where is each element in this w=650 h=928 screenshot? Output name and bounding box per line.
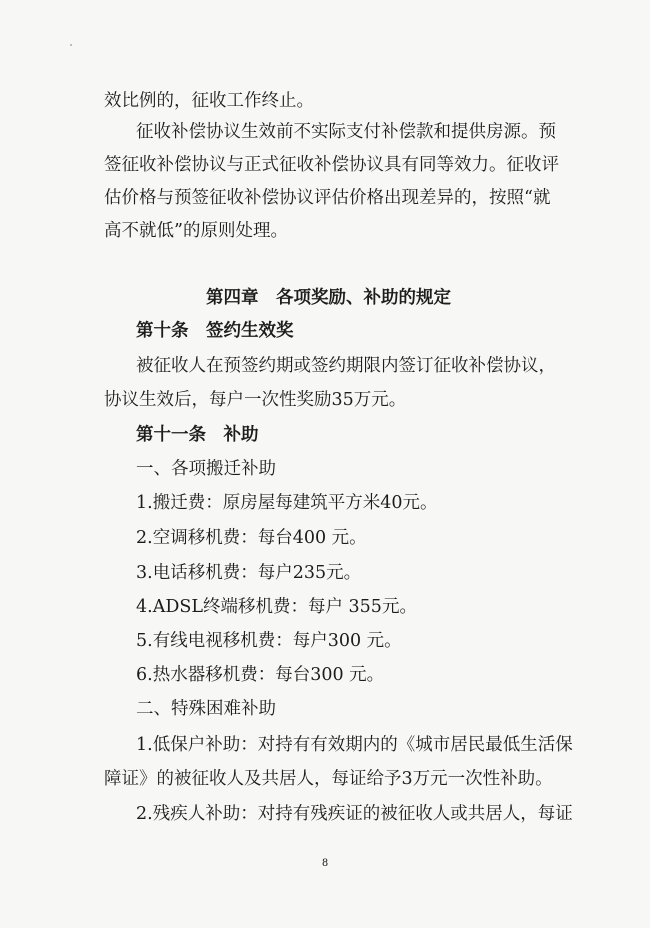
article-heading: 第十一条 补助 bbox=[136, 425, 259, 445]
list-item: 1.低保户补助：对持有有效期内的《城市居民最低生活保 bbox=[136, 735, 573, 755]
list-item: 2.空调移机费：每台400 元。 bbox=[136, 528, 367, 548]
list-item: 5.有线电视移机费：每户300 元。 bbox=[136, 631, 402, 651]
paragraph-line: 协议生效后，每户一次性奖励35万元。 bbox=[104, 390, 407, 410]
chapter-heading: 第四章 各项奖励、补助的规定 bbox=[206, 288, 451, 308]
section-heading: 一、各项搬迁补助 bbox=[136, 459, 276, 479]
paragraph-line: 估价格与预签征收补偿协议评估价格出现差异的，按照“就 bbox=[104, 188, 551, 208]
paragraph-line: 障证》的被征收人及共居人，每证给予3万元一次性补助。 bbox=[104, 769, 553, 789]
paragraph-line: 签征收补偿协议与正式征收补偿协议具有同等效力。征收评 bbox=[104, 155, 559, 175]
paragraph-line: 被征收人在预签约期或签约期限内签订征收补偿协议， bbox=[136, 356, 556, 376]
list-item: 6.热水器移机费：每台300 元。 bbox=[136, 665, 385, 685]
scan-speck bbox=[70, 44, 72, 46]
list-item: 3.电话移机费：每户235元。 bbox=[136, 563, 362, 583]
section-heading: 二、特殊困难补助 bbox=[136, 699, 276, 719]
paragraph-line: 高不就低”的原则处理。 bbox=[104, 221, 288, 241]
list-item: 1.搬迁费：原房屋每建筑平方米40元。 bbox=[136, 493, 438, 513]
article-heading: 第十条 签约生效奖 bbox=[136, 321, 294, 341]
paragraph-line: 效比例的，征收工作终止。 bbox=[104, 91, 314, 111]
list-item: 4.ADSL终端移机费：每户 355元。 bbox=[136, 597, 417, 617]
page-number: 8 bbox=[321, 858, 329, 869]
list-item: 2.残疾人补助：对持有残疾证的被征收人或共居人，每证 bbox=[136, 804, 573, 824]
paragraph-line: 征收补偿协议生效前不实际支付补偿款和提供房源。预 bbox=[136, 122, 556, 142]
